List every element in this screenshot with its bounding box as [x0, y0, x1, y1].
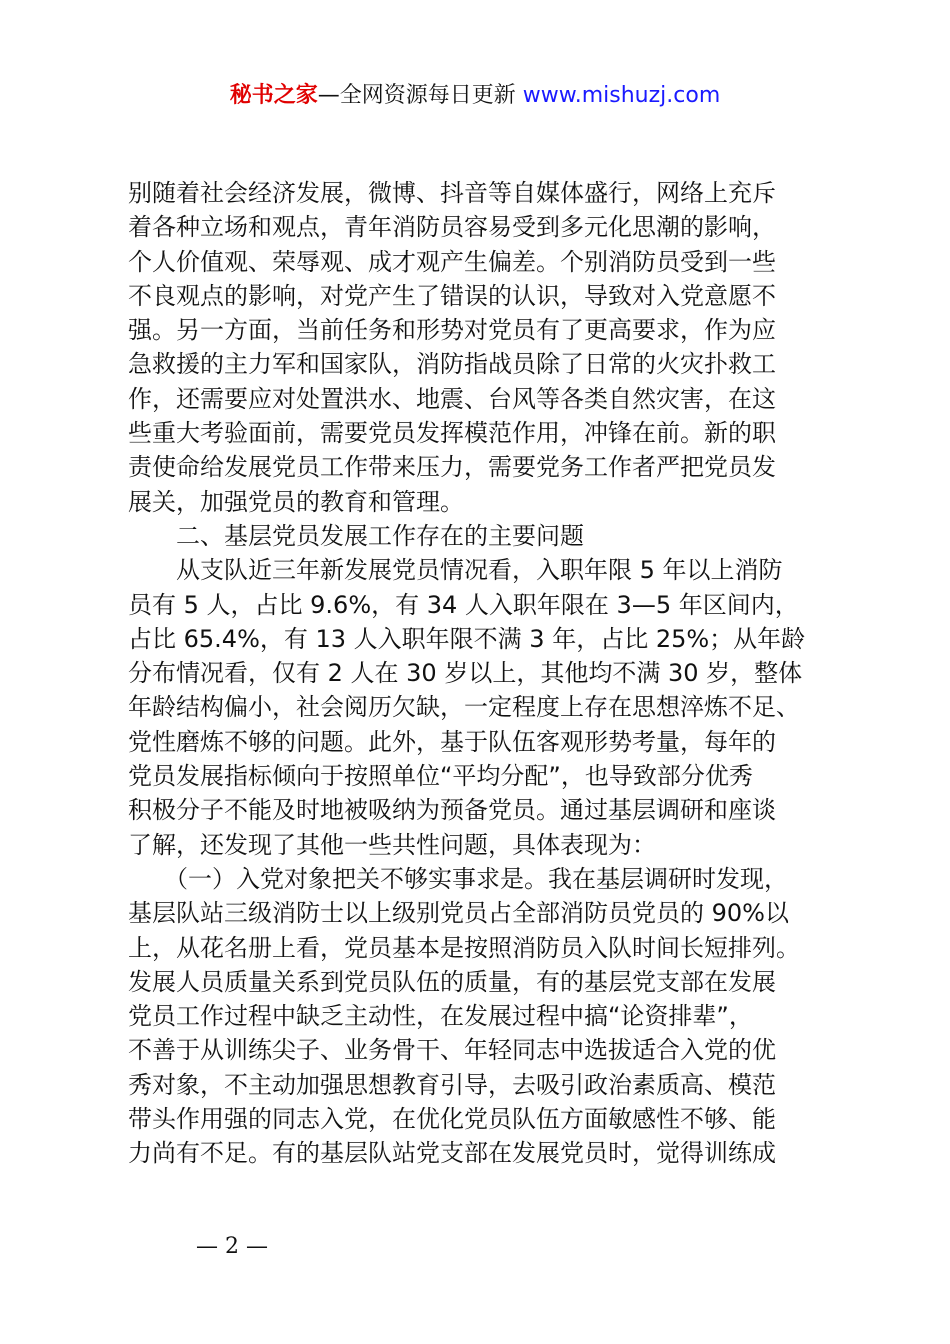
text-line: 分布情况看，仅有 2 人在 30 岁以上，其他均不满 30 岁，整体 [128, 659, 803, 688]
text-line: 不善于从训练尖子、业务骨干、年轻同志中选拔适合入党的优 [128, 1036, 776, 1065]
text-line: 从支队近三年新发展党员情况看，入职年限 5 年以上消防 [128, 556, 783, 585]
text-line: 占比 65.4%，有 13 人入职年限不满 3 年，占比 25%；从年龄 [128, 624, 806, 653]
text-line: 上，从花名册上看，党员基本是按照消防员入队时间长短排列。 [128, 933, 800, 962]
text-line: 力尚有不足。有的基层队站党支部在发展党员时，觉得训练成 [128, 1139, 776, 1168]
text-line: 强。另一方面，当前任务和形势对党员有了更高要求，作为应 [128, 316, 776, 345]
text-line: 个人价值观、荣辱观、成才观产生偏差。个别消防员受到一些 [128, 247, 776, 276]
document-body [128, 176, 840, 1171]
text-line: 带头作用强的同志入党，在优化党员队伍方面敏感性不够、能 [128, 1105, 776, 1134]
site-url-link[interactable]: www.mishuzj.com [522, 83, 721, 108]
section-heading: 二、基层党员发展工作存在的主要问题 [128, 521, 584, 550]
text-line: 党员发展指标倾向于按照单位“平均分配”，也导致部分优秀 [128, 762, 753, 791]
text-line: 发展人员质量关系到党员队伍的质量，有的基层党支部在发展 [128, 967, 776, 996]
text-line: 积极分子不能及时地被吸纳为预备党员。通过基层调研和座谈 [128, 796, 776, 825]
text-line: 了解，还发现了其他一些共性问题，具体表现为： [128, 830, 656, 859]
text-line: 急救援的主力军和国家队，消防指战员除了日常的火灾扑救工 [128, 350, 776, 379]
text-line: 秀对象，不主动加强思想教育引导，去吸引政治素质高、模范 [128, 1070, 776, 1099]
text-line: 作，还需要应对处置洪水、地震、台风等各类自然灾害，在这 [128, 384, 776, 413]
text-line: 些重大考验面前，需要党员发挥模范作用，冲锋在前。新的职 [128, 419, 776, 448]
text-line: 别随着社会经济发展，微博、抖音等自媒体盛行，网络上充斥 [128, 179, 776, 207]
text-line: 基层队站三级消防士以上级别党员占全部消防员党员的 90%以 [128, 899, 789, 928]
page-number: — 2 — [196, 1234, 268, 1259]
site-banner [0, 80, 950, 112]
text-line: 着各种立场和观点，青年消防员容易受到多元化思潮的影响， [128, 213, 776, 242]
text-line: 责使命给发展党员工作带来压力，需要党务工作者严把党员发 [128, 453, 776, 482]
subsection-line: （一）入党对象把关不够实事求是。我在基层调研时发现， [128, 864, 788, 893]
text-line: 党性磨炼不够的问题。此外，基于队伍客观形势考量，每年的 [128, 727, 776, 756]
text-line: 不良观点的影响，对党产生了错误的认识，导致对入党意愿不 [128, 281, 776, 310]
text-line: 党员工作过程中缺乏主动性，在发展过程中搞“论资排辈”， [128, 1002, 753, 1031]
text-line: 年龄结构偏小，社会阅历欠缺，一定程度上存在思想淬炼不足、 [128, 693, 800, 722]
text-line: 展关，加强党员的教育和管理。 [128, 487, 464, 516]
banner-slogan: —全网资源每日更新 [317, 83, 523, 108]
text-line: 员有 5 人，占比 9.6%，有 34 人入职年限在 3—5 年区间内， [128, 590, 799, 619]
brand-name: 秘书之家 [229, 83, 318, 108]
